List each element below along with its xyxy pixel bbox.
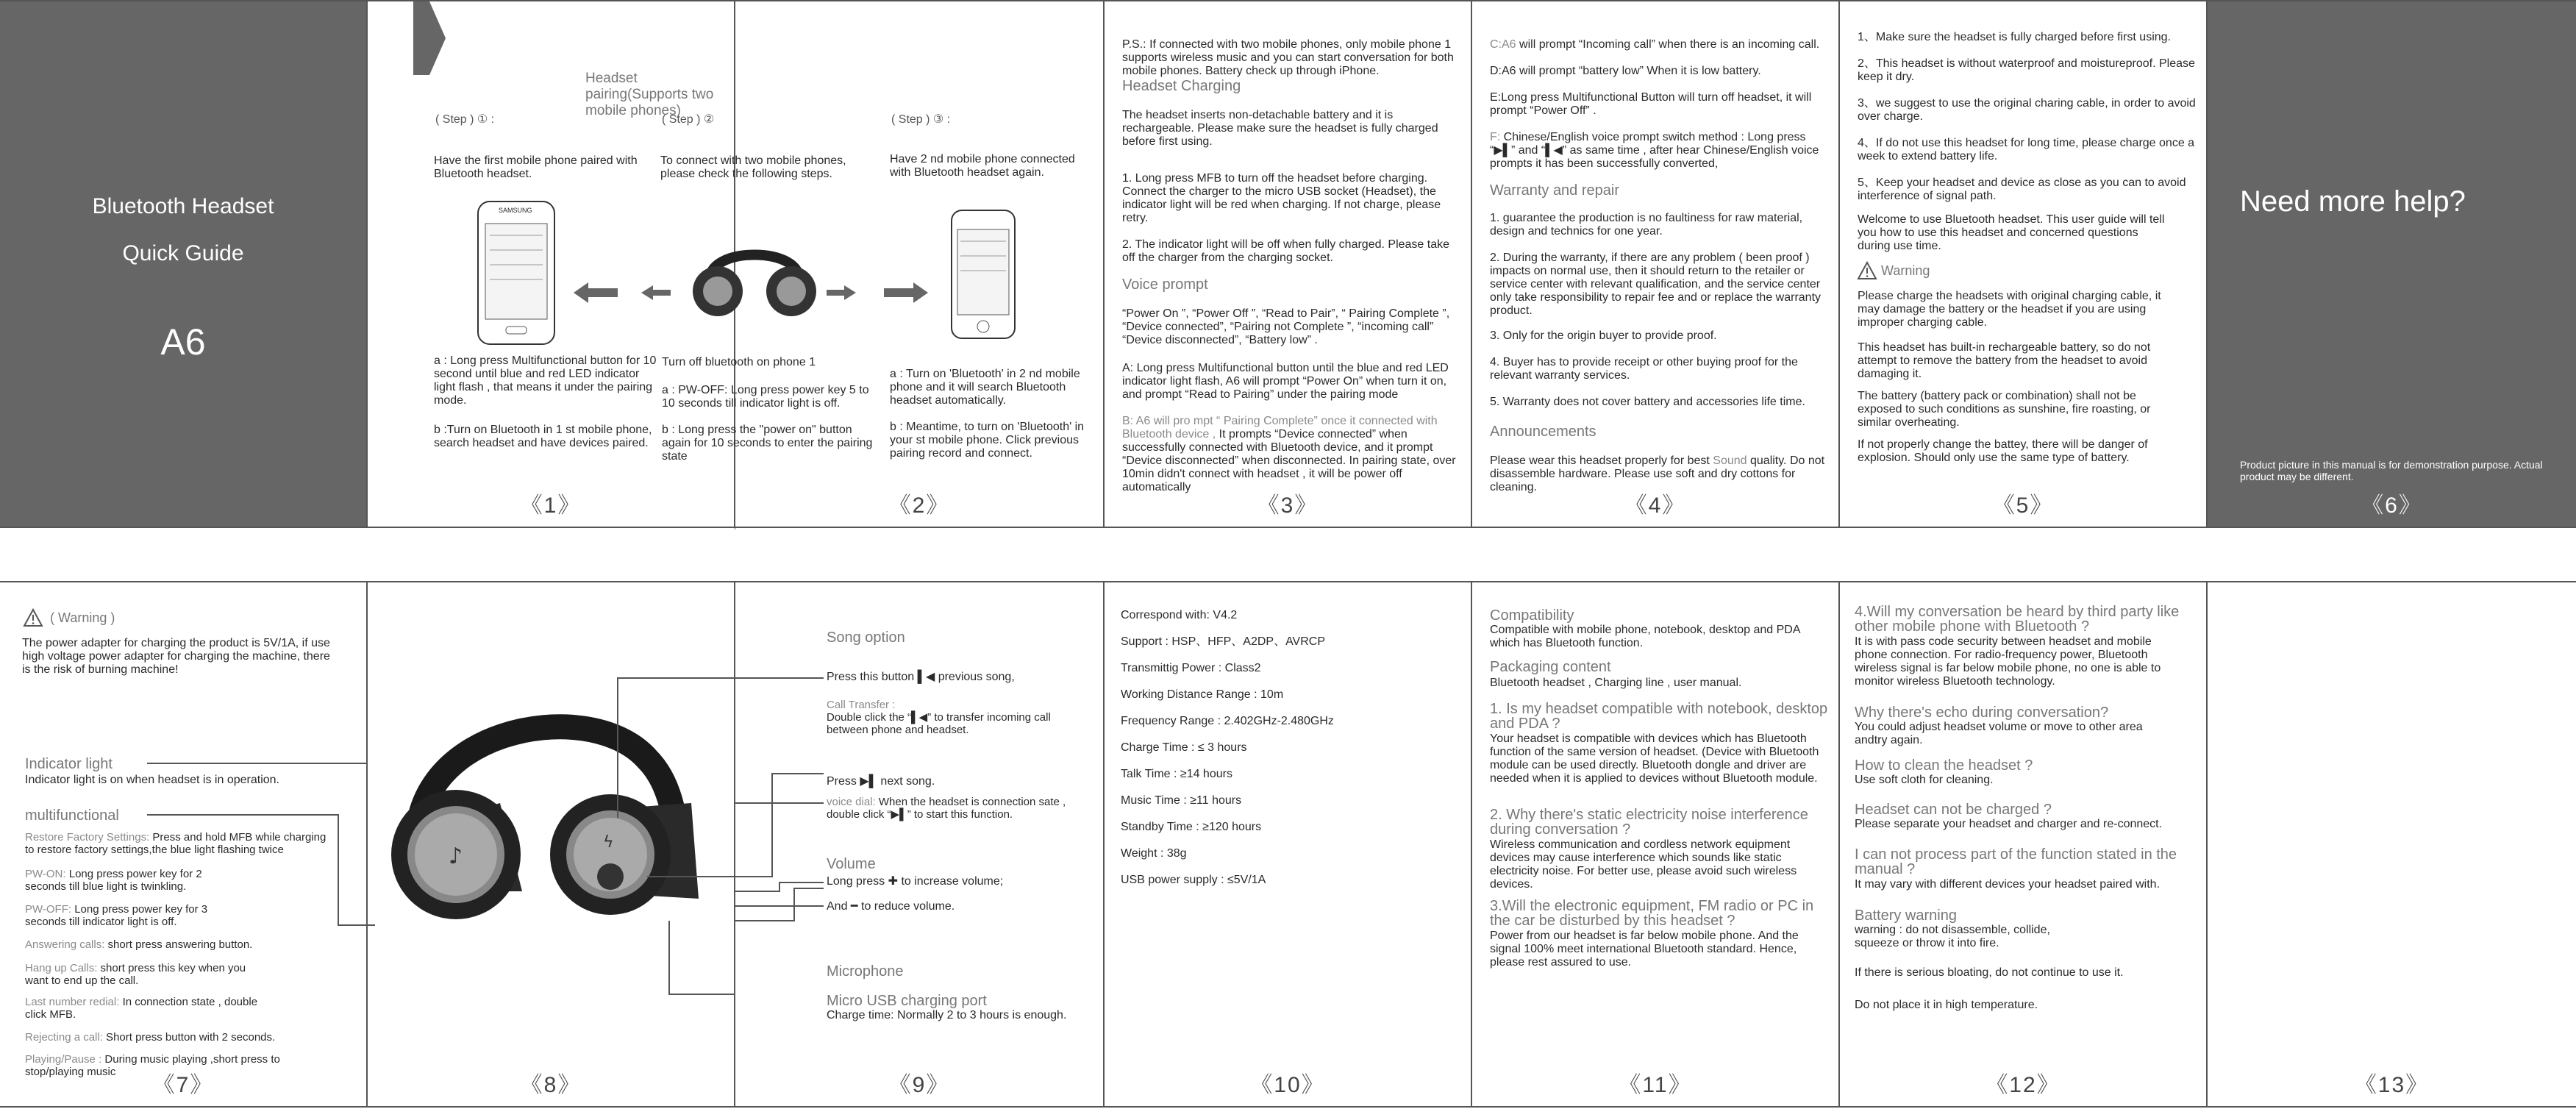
battery-warning-c: Do not place it in high temperature. bbox=[1855, 999, 2038, 1011]
faq-q6: How to clean the headset ? bbox=[1855, 757, 2033, 774]
pwoff-text: Long press power key for 3 seconds till indicator light is off. bbox=[25, 903, 208, 928]
indicator-title: Indicator light bbox=[25, 756, 113, 772]
faq-a8: It may vary with different devices your headset paired with. bbox=[1855, 878, 2161, 891]
pwon-label: PW-ON: bbox=[25, 868, 66, 880]
spec-item: Correspond with: V4.2 bbox=[1121, 609, 1238, 621]
dial-label: voice dial: bbox=[827, 796, 876, 808]
warning-b: This headset has built-in rechargeable battery, so do not attempt to remove the battery from the headset to avoid damaging it. bbox=[1858, 341, 2151, 380]
transfer-text: Double click the “▌◀” to transfer incoming call between phone and headset. bbox=[827, 711, 1051, 736]
compat-text: Compatible with mobile phone, notebook, desktop and PDA which has Bluetooth function. bbox=[1490, 624, 1800, 649]
battery-warning-a: warning : do not disassemble, collide, squeeze or throw it into fire. bbox=[1855, 924, 2050, 949]
next-song: Press ▶▌ next song. bbox=[827, 775, 935, 788]
panel-13 bbox=[2208, 582, 2576, 1106]
page-number: 《12》 bbox=[1985, 1073, 2061, 1097]
manual-row-bottom bbox=[0, 581, 2576, 1108]
panel-10 bbox=[1105, 582, 1472, 1106]
faq-q8: I can not process part of the function stated in the manual ? bbox=[1855, 846, 2177, 877]
panel-12 bbox=[1840, 582, 2208, 1106]
hangup-text: short press this key when you want to end up the call. bbox=[25, 962, 246, 987]
usb-label: Micro USB charging port bbox=[827, 993, 987, 1009]
reject-label: Rejecting a call: bbox=[25, 1031, 103, 1044]
usb-text: Charge time: Normally 2 to 3 hours is enough. bbox=[827, 1009, 1067, 1021]
page-number: 《11》 bbox=[1619, 1073, 1692, 1097]
spec-item: Weight : 38g bbox=[1121, 847, 1187, 860]
song-title: Song option bbox=[827, 630, 905, 646]
callout-lines-left bbox=[0, 582, 368, 877]
step1-text: Have the first mobile phone paired with Bluetooth headset. bbox=[434, 154, 638, 180]
phone-brand: SAMSUNG bbox=[499, 207, 532, 214]
hangup-label: Hang up Calls: bbox=[25, 962, 98, 974]
charging-text: The headset inserts non-detachable battery and it is rechargeable. Please make sure the headset is fully charged before first using. bbox=[1122, 109, 1438, 148]
restore-text: Press and hold MFB while charging to restore factory settings,the blue light flashing twice bbox=[25, 831, 327, 856]
page-number: 《13》 bbox=[2354, 1073, 2430, 1097]
cover-subtitle: Quick Guide bbox=[122, 241, 244, 265]
prompt-f: Chinese/English voice prompt switch method : Long press “▶▌” and “▌◀” as same time , after hear Chinese/English voice prompts it has been successfully converted, bbox=[1490, 131, 1819, 170]
phone1-icon bbox=[477, 200, 557, 347]
panel-7 bbox=[0, 582, 368, 1106]
faq-q4: 4.Will my conversation be heard by third party like other mobile phone with Bluetooth ? bbox=[1855, 604, 2180, 635]
announcements-title: Announcements bbox=[1490, 424, 1596, 440]
faq-a4: It is with pass code security between headset and mobile phone connection. For radio-frequency power, Bluetooth wireless signal is far below mobile phone, no one is able to monitor wireless Bluetooth technology. bbox=[1855, 635, 2161, 688]
panel-5 bbox=[1840, 1, 2208, 527]
warranty-1: 1. guarantee the production is no faultiness for raw material, design and technics for one year. bbox=[1490, 212, 1803, 238]
page-number: 《5》 bbox=[1992, 493, 2054, 518]
manual-row-top bbox=[0, 0, 2576, 528]
spec-item: USB power supply : ≤5V/1A bbox=[1121, 874, 1266, 886]
right-arrows-icon bbox=[827, 282, 930, 304]
warning-c: The battery (battery pack or combination) shall not be exposed to such conditions as sunshine, fire roasting, or similar overheating. bbox=[1858, 390, 2151, 429]
headset-illustration bbox=[368, 582, 735, 921]
ps-note: P.S.: If connected with two mobile phones, only mobile phone 1 supports wireless music and you can start conversation for both mobile phones. Battery check up through iPhone. bbox=[1122, 38, 1454, 77]
ann-sound: Sound bbox=[1713, 454, 1747, 467]
warranty-title: Warranty and repair bbox=[1490, 182, 1619, 199]
svg-text:ϟ: ϟ bbox=[603, 833, 614, 852]
multifunctional-title: multifunctional bbox=[25, 807, 119, 824]
warranty-2: 2. During the warranty, if there are any problem ( been proof ) impacts on normal use, then it should return to the retailer or service center with relevant qualification, and the service center only take responsibility to repair fee and or replace the warranty product. bbox=[1490, 252, 1822, 317]
warranty-5: 5. Warranty does not cover battery and accessories life time. bbox=[1490, 396, 1805, 408]
cover-panel bbox=[0, 1, 368, 527]
dial-text: When the headset is connection sate , double click “▶▌” to start this function. bbox=[827, 796, 1066, 821]
faq-q7: Headset can not be charged ? bbox=[1855, 802, 2052, 818]
note-3: 3、we suggest to use the original charing cable, in order to avoid over charge. bbox=[1858, 97, 2196, 123]
pairing-title: Headset pairing(Supports two mobile phones) bbox=[585, 71, 714, 118]
charging-step-2: 2. The indicator light will be off when fully charged. Please take off the charger from the charging socket. bbox=[1122, 238, 1449, 264]
faq-q2: 2. Why there's static electricity noise interference during conversation ? bbox=[1490, 807, 1808, 838]
f-gray: F: bbox=[1490, 131, 1501, 143]
page-number: 《7》 bbox=[152, 1073, 214, 1097]
ann-a: Please wear this headset properly for best bbox=[1490, 454, 1713, 467]
panel-2 bbox=[660, 1, 1105, 527]
pwon-text: Long press power key for 2 seconds till blue light is twinkling. bbox=[25, 868, 202, 893]
step2-a: a : PW-OFF: Long press power key 5 to 10 seconds till indicator light is off. bbox=[662, 384, 869, 410]
spec-item: Transmittig Power : Class2 bbox=[1121, 662, 1261, 674]
page-number: 《8》 bbox=[520, 1073, 582, 1097]
step1-a: a : Long press Multifunctional button for 10 second until blue and red LED indicator light flash , that means it under the pairing mode. bbox=[434, 354, 657, 407]
welcome-text: Welcome to use Bluetooth headset. This user guide will tell you how to use this headset and concerned questions during use time. bbox=[1858, 213, 2165, 252]
page-number: 《10》 bbox=[1250, 1073, 1325, 1097]
page-number: 《2》 bbox=[888, 493, 950, 518]
prompt-e: E:Long press Multifunctional Button will turn off headset, it will prompt “Power Off” . bbox=[1490, 91, 1812, 117]
spec-item: Standby Time : ≥120 hours bbox=[1121, 821, 1262, 833]
faq-a7: Please separate your headset and charger and re-connect. bbox=[1855, 818, 2163, 830]
panel-3 bbox=[1105, 1, 1472, 527]
warning-icon bbox=[1858, 262, 1877, 279]
c-gray: C:A6 bbox=[1490, 38, 1516, 51]
spec-item: Charge Time : ≤ 3 hours bbox=[1121, 741, 1247, 754]
volume-down: And ━ to reduce volume. bbox=[827, 900, 955, 913]
warning-a: Please charge the headsets with original charging cable, it may damage the battery or the headset if you are using improper charging cable. bbox=[1858, 290, 2161, 329]
step2-b: b : Long press the "power on" button again for 10 seconds to enter the pairing state bbox=[662, 424, 873, 463]
spec-item: Working Distance Range : 10m bbox=[1121, 688, 1284, 701]
battery-warning-title: Battery warning bbox=[1855, 907, 1957, 924]
spec-list bbox=[1121, 609, 1459, 900]
headset-small-icon bbox=[688, 238, 821, 327]
panel-9 bbox=[735, 582, 1105, 1106]
page-number: 《9》 bbox=[888, 1073, 950, 1097]
note-2: 2、This headset is without waterproof and moistureproof. Please keep it dry. bbox=[1858, 57, 2195, 83]
charging-title: Headset Charging bbox=[1122, 78, 1241, 94]
play-text: During music playing ,short press to stop/playing music bbox=[25, 1053, 280, 1078]
play-label: Playing/Pause : bbox=[25, 1053, 102, 1066]
prompt-c: will prompt “Incoming call” when there is an incoming call. bbox=[1516, 38, 1820, 51]
restore-label: Restore Factory Settings: bbox=[25, 831, 150, 844]
faq-a6: Use soft cloth for cleaning. bbox=[1855, 774, 1994, 786]
panel-11 bbox=[1472, 582, 1840, 1106]
demo-note: Product picture in this manual is for demonstration purpose. Actual product may be different. bbox=[2240, 459, 2543, 482]
warning-title: Warning bbox=[1881, 263, 1930, 278]
callout-lines-right bbox=[735, 582, 838, 921]
voice-a: A: Long press Multifunctional button until the blue and red LED indicator light flash, A6 will prompt “Power On” when turn it on, and prompt “Read to Pairing” under the pairing mode bbox=[1122, 362, 1449, 401]
redial-text: In connection state , double click MFB. bbox=[25, 996, 258, 1021]
spec-item: Music Time : ≥11 hours bbox=[1121, 794, 1242, 807]
faq-a1: Your headset is compatible with devices which has Bluetooth function of the same version of headset. (Device with Bluetooth module can be used directly. Bluetooth dongle and driver are needed when it is applied to devices without Bluetooth module. bbox=[1490, 732, 1819, 785]
ann-b: quality. Do not disassemble hardware. Please use soft and dry cottons for cleaning. bbox=[1490, 454, 1825, 493]
battery-warning-b: If there is serious bloating, do not continue to use it. bbox=[1855, 966, 2124, 979]
step1-label: ( Step ) ① : bbox=[435, 113, 495, 126]
step2-label: ( Step ) ② bbox=[662, 113, 715, 126]
warranty-3: 3. Only for the origin buyer to provide proof. bbox=[1490, 329, 1717, 342]
faq-q3: 3.Will the electronic equipment, FM radio or PC in the car be disturbed by this headset ? bbox=[1490, 898, 1814, 929]
voice-list: “Power On ”, “Power Off ”, “Read to Pair”, “ Pairing Complete ”, “Device connected”, “Pairing not Complete ”, “incoming call” “Device disconnected”, “Battery low” . bbox=[1122, 307, 1450, 346]
prev-song: Press this button ▌◀ previous song, bbox=[827, 671, 1015, 683]
pwoff-label: PW-OFF: bbox=[25, 903, 72, 916]
note-1: 1、Make sure the headset is fully charged before first using. bbox=[1858, 31, 2172, 43]
voice-title: Voice prompt bbox=[1122, 277, 1208, 293]
charging-step-1: 1. Long press MFB to turn off the headset before charging. Connect the charger to the micro USB socket (Headset), the indicator light will be red when charging. If not charge, please retry. bbox=[1122, 172, 1441, 224]
page-number: 《4》 bbox=[1624, 493, 1686, 518]
voice-b bbox=[1122, 415, 1460, 494]
step1-b: b :Turn on Bluetooth in 1 st mobile phone, search headset and have devices paired. bbox=[434, 424, 652, 449]
transfer-label: Call Transfer : bbox=[827, 699, 896, 711]
note-5: 5、Keep your headset and device as close as you can to avoid interference of signal path. bbox=[1858, 176, 2186, 202]
faq-a2: Wireless communication and cordless network equipment devices may cause interference which sounds like static electricity noise. For better use, please avoid such wireless devices. bbox=[1490, 838, 1797, 891]
faq-q5: Why there's echo during conversation? bbox=[1855, 705, 2109, 721]
step3-text: Have 2 nd mobile phone connected with Bluetooth headset again. bbox=[890, 153, 1075, 179]
panel-4 bbox=[1472, 1, 1840, 527]
spec-item: Support : HSP、HFP、A2DP、AVRCP bbox=[1121, 635, 1326, 648]
svg-text:♪: ♪ bbox=[449, 844, 463, 869]
faq-a5: You could adjust headset volume or move to other area andtry again. bbox=[1855, 721, 2143, 746]
help-title: Need more help? bbox=[2240, 185, 2466, 218]
warning-title: ( Warning ) bbox=[50, 610, 115, 625]
faq-q1: 1. Is my headset compatible with notebook, desktop and PDA ? bbox=[1490, 701, 1828, 732]
warranty-4: 4. Buyer has to provide receipt or other buying proof for the relevant warranty services. bbox=[1490, 356, 1798, 382]
page-number: 《3》 bbox=[1257, 493, 1319, 518]
page-number: 《1》 bbox=[520, 493, 582, 518]
phone2-icon bbox=[950, 209, 1016, 341]
panel-8 bbox=[368, 582, 735, 1106]
volume-title: Volume bbox=[827, 856, 876, 872]
phone1-off: Turn off bluetooth on phone 1 bbox=[662, 356, 816, 368]
redial-label: Last number redial: bbox=[25, 996, 120, 1008]
microphone-label: Microphone bbox=[827, 963, 904, 980]
panel-6 bbox=[2208, 1, 2576, 527]
left-arrows-icon bbox=[574, 282, 684, 304]
pack-title: Packaging content bbox=[1490, 659, 1611, 675]
step3-b: b : Meantime, to turn on 'Bluetooth' in your st mobile phone. Click previous pairing record and connect. bbox=[890, 421, 1085, 460]
spec-item: Frequency Range : 2.402GHz-2.480GHz bbox=[1121, 715, 1334, 727]
warning-d: If not properly change the battey, there will be danger of explosion. Should only use the same type of battery. bbox=[1858, 438, 2148, 464]
corner-arrow bbox=[413, 1, 446, 75]
compat-title: Compatibility bbox=[1490, 607, 1574, 624]
prompt-d: D:A6 will prompt “battery low” When it is low battery. bbox=[1490, 65, 1761, 77]
volume-up: Long press ✚ to increase volume; bbox=[827, 875, 1004, 888]
step2-text: To connect with two mobile phones, please check the following steps. bbox=[660, 154, 846, 180]
step3-a: a : Turn on 'Bluetooth' in 2 nd mobile phone and it will search Bluetooth headset automatically. bbox=[890, 368, 1080, 407]
answer-label: Answering calls: bbox=[25, 938, 105, 951]
note-4: 4、If do not use this headset for long time, please charge once a week to extend battery life. bbox=[1858, 137, 2195, 163]
step3-label: ( Step ) ③ : bbox=[891, 113, 951, 126]
indicator-text: Indicator light is on when headset is in operation. bbox=[25, 774, 279, 786]
voice-b-gray: B: A6 will pro mpt “ Pairing Complete” once it connected with Bluetooth device , bbox=[1122, 415, 1438, 441]
pack-text: Bluetooth headset , Charging line , user manual. bbox=[1490, 677, 1742, 689]
cover-title: Bluetooth Headset bbox=[92, 194, 274, 218]
cover-model: A6 bbox=[160, 321, 206, 363]
page-number: 《6》 bbox=[2361, 493, 2422, 518]
warning-text: The power adapter for charging the product is 5V/1A, if use high voltage power adapter for charging the machine, there is the risk of burning machine! bbox=[22, 637, 330, 676]
reject-text: Short press button with 2 seconds. bbox=[102, 1031, 276, 1044]
spec-item: Talk Time : ≥14 hours bbox=[1121, 768, 1232, 780]
answer-text: short press answering button. bbox=[104, 938, 253, 951]
voice-b-text: It prompts “Device connected” when successfully connected with Bluetooth device, and it prompt “Device disconnected” when disconnected. In pairing state, over 10min didn't connect with headset , it will be power off automatically bbox=[1122, 428, 1456, 493]
faq-a3: Power from our headset is far below mobile phone. And the signal 100% meet international Bluetooth standard. Hence, please rest assured to use. bbox=[1490, 930, 1799, 969]
